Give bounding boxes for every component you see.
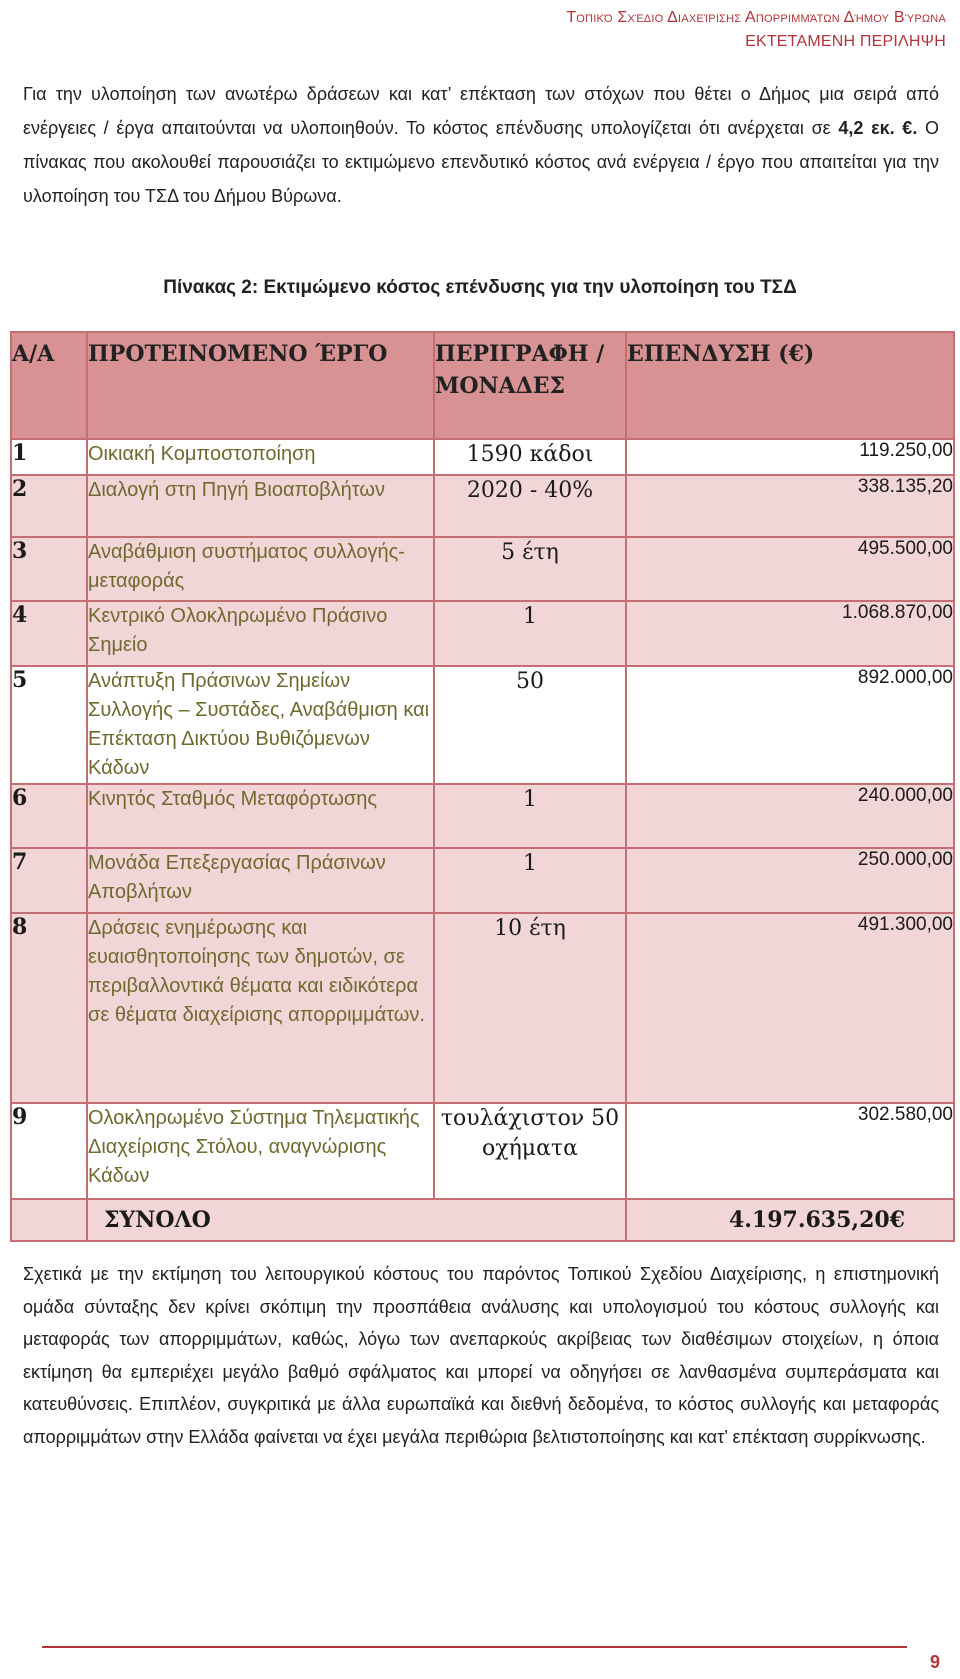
table-header-row [11, 332, 954, 439]
row-project: Μονάδα Επεξεργασίας Πράσινων Αποβλήτων [87, 848, 434, 913]
row-project: Διαλογή στη Πηγή Βιοαποβλήτων [87, 475, 434, 537]
row-aa: 3 [11, 537, 87, 601]
row-project: Κεντρικό Ολοκληρωμένο Πράσινο Σημείο [87, 601, 434, 666]
table-row [11, 537, 954, 601]
total-value: 4.197.635,20€ [626, 1199, 954, 1241]
row-project: Ολοκληρωμένο Σύστημα Τηλεματικής Διαχείρισης Στόλου, αναγνώρισης Κάδων [87, 1103, 434, 1199]
header-description: ΠΕΡΙΓΡΑΦΗ /ΜΟΝΑΔΕΣ [434, 332, 626, 439]
header-document-title: Τοπικό Σχέδιο Διαχείρισης Απορριμμάτων Δήμου Βύρωνα [566, 9, 946, 26]
row-aa: 8 [11, 913, 87, 1103]
row-investment: 892.000,00 [626, 666, 954, 784]
closing-paragraph: Σχετικά με την εκτίμηση του λειτουργικού κόστους του παρόντος Τοπικού Σχεδίου Διαχείρισης, η επιστημονική ομάδα σύνταξης δεν κρίνει σκόπιμη την προσπάθεια ανάλυσης και υπολογισμού του κόστους συλλογής και μεταφοράς των απορριμμάτων, καθώς, λόγω των ανεπαρκούς ακρίβειας των διαθέσιμων στοιχείων, η όποια εκτίμηση θα εμπεριέχει μεγάλο βαθμό σφάλματος και μπορεί να οδηγήσει σε λανθασμένα συμπεράσματα και κατευθύνσεις. Επιπλέον, συγκριτικά με άλλα ευρωπαϊκά και διεθνή δεδομένα, το κόστος συλλογής και μεταφοράς απορριμμάτων στην Ελλάδα φαίνεται να έχει μεγάλα περιθώρια βελτιστοποίησης και κατ’ επέκταση συρρίκνωσης. [23, 1264, 939, 1447]
row-description: 10 έτη [434, 913, 626, 1103]
row-project: Αναβάθμιση συστήματος συλλογής-μεταφοράς [87, 537, 434, 601]
footer-divider [42, 1646, 907, 1648]
header-aa: Α/Α [11, 332, 87, 439]
table-row [11, 784, 954, 848]
table-row [11, 475, 954, 537]
intro-cost-highlight: 4,2 εκ. €. [838, 118, 918, 138]
header-project: ΠΡΟΤΕΙΝΟΜΕΝΟ ΈΡΓΟ [87, 332, 434, 439]
row-description: 1590 κάδοι [434, 439, 626, 475]
table-row [11, 848, 954, 913]
row-investment: 240.000,00 [626, 784, 954, 848]
row-project: Ανάπτυξη Πράσινων Σημείων Συλλογής – Συστάδες, Αναβάθμιση και Επέκταση Δικτύου Βυθιζόμενων Κάδων [87, 666, 434, 784]
row-description: 1 [434, 601, 626, 666]
row-description: 50 [434, 666, 626, 784]
row-description: 1 [434, 784, 626, 848]
row-investment: 338.135,20 [626, 475, 954, 537]
header-investment: ΕΠΕΝΔΥΣΗ (€) [626, 332, 954, 439]
intro-paragraph [23, 77, 939, 213]
total-label: ΣΥΝΟΛΟ [87, 1199, 626, 1241]
row-aa: 2 [11, 475, 87, 537]
row-investment: 302.580,00 [626, 1103, 954, 1199]
row-aa: 7 [11, 848, 87, 913]
total-aa-empty [11, 1199, 87, 1241]
row-project: Δράσεις ενημέρωσης και ευαισθητοποίησης των δημοτών, σε περιβαλλοντικά θέματα και ειδικότερα σε θέματα διαχείρισης απορριμμάτων. [87, 913, 434, 1103]
row-aa: 4 [11, 601, 87, 666]
row-aa: 1 [11, 439, 87, 475]
row-description: τουλάχιστον 50 οχήματα [434, 1103, 626, 1199]
intro-text-after: Ο πίνακας που ακολουθεί παρουσιάζει το εκτιμώμενο επενδυτικό κόστος ανά ενέργεια / έργο που απαιτείται για την υλοποίηση του ΤΣΔ του Δήμου Βύρωνα. [23, 118, 939, 206]
row-investment: 250.000,00 [626, 848, 954, 913]
running-header [566, 6, 946, 54]
row-aa: 6 [11, 784, 87, 848]
table-total-row [11, 1199, 954, 1241]
row-project: Κινητός Σταθμός Μεταφόρτωσης [87, 784, 434, 848]
investment-table [10, 331, 955, 1242]
row-investment: 1.068.870,00 [626, 601, 954, 666]
table-row [11, 601, 954, 666]
row-project: Οικιακή Κομποστοποίηση [87, 439, 434, 475]
row-investment: 119.250,00 [626, 439, 954, 475]
table-row [11, 913, 954, 1103]
row-description: 1 [434, 848, 626, 913]
row-description: 5 έτη [434, 537, 626, 601]
row-investment: 495.500,00 [626, 537, 954, 601]
intro-text-before: Για την υλοποίηση των ανωτέρω δράσεων και κατ’ επέκταση των στόχων που θέτει ο Δήμος μια σειρά από ενέργειες / έργα απαιτούνται να υλοποιηθούν. Το κόστος επένδυσης υπολογίζεται ότι ανέρχεται σε [23, 84, 939, 138]
row-investment: 491.300,00 [626, 913, 954, 1103]
table-row [11, 1103, 954, 1199]
header-section-title: ΕΚΤΕΤΑΜΕΝΗ ΠΕΡΙΛΗΨΗ [745, 33, 946, 50]
row-aa: 9 [11, 1103, 87, 1199]
table-caption: Πίνακας 2: Εκτιμώμενο κόστος επένδυσης για την υλοποίηση του ΤΣΔ [163, 277, 797, 298]
row-description: 2020 - 40% [434, 475, 626, 537]
table-row [11, 666, 954, 784]
table-row [11, 439, 954, 475]
page-number: 9 [929, 1652, 940, 1672]
row-aa: 5 [11, 666, 87, 784]
